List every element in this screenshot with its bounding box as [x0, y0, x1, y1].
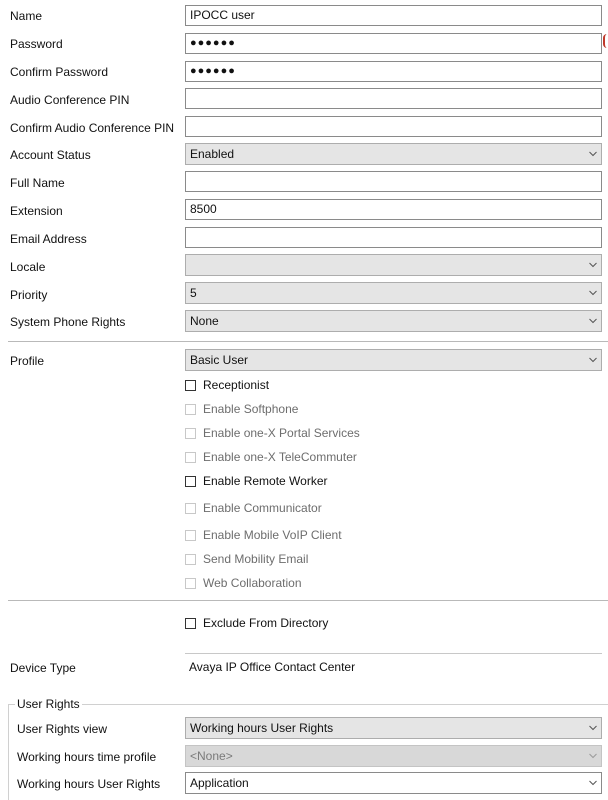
send-mobility-email-checkbox[interactable] — [185, 551, 308, 567]
checkbox-icon — [185, 380, 196, 391]
working-hours-user-rights-value: Application — [190, 776, 249, 790]
enable-softphone-checkbox[interactable] — [185, 401, 298, 417]
receptionist-checkbox[interactable] — [185, 377, 269, 393]
locale-label: Locale — [10, 260, 46, 274]
working-hours-user-rights-label: Working hours User Rights — [17, 777, 161, 791]
name-label: Name — [10, 9, 43, 23]
chevron-down-icon — [589, 779, 597, 787]
profile-value: Basic User — [190, 353, 249, 367]
user-rights-group-border — [8, 704, 608, 705]
enable-remote-worker-checkbox[interactable] — [185, 473, 328, 489]
user-rights-view-label: User Rights view — [17, 722, 108, 736]
checkbox-icon — [185, 428, 196, 439]
checkbox-icon — [185, 404, 196, 415]
validation-marker-icon — [603, 34, 608, 48]
password-label: Password — [10, 37, 63, 51]
device-type-border — [185, 653, 602, 654]
chevron-down-icon — [589, 289, 597, 297]
user-rights-view-value: Working hours User Rights — [190, 721, 334, 735]
working-hours-time-profile-value: <None> — [190, 749, 233, 763]
extension-input[interactable]: 8500 — [185, 199, 602, 220]
system-phone-rights-select[interactable] — [185, 310, 602, 332]
confirm-password-label: Confirm Password — [10, 65, 109, 79]
confirm-audio-pin-label: Confirm Audio Conference PIN — [10, 121, 175, 135]
enable-one-x-telecommuter-label: Enable one-X TeleCommuter — [203, 450, 357, 464]
working-hours-user-rights-select[interactable] — [185, 772, 602, 794]
system-phone-rights-label: System Phone Rights — [10, 315, 126, 329]
account-status-select[interactable] — [185, 143, 602, 165]
enable-softphone-label: Enable Softphone — [203, 402, 299, 416]
checkbox-icon — [185, 530, 196, 541]
user-rights-group-title: User Rights — [17, 697, 80, 711]
enable-one-x-portal-checkbox[interactable] — [185, 425, 360, 441]
full-name-label: Full Name — [10, 176, 65, 190]
name-input[interactable]: IPOCC user — [185, 5, 602, 26]
send-mobility-email-label: Send Mobility Email — [203, 552, 309, 566]
audio-pin-label: Audio Conference PIN — [10, 93, 130, 107]
user-rights-group-border-left — [8, 704, 9, 800]
confirm-password-input[interactable]: ●●●●●● — [185, 61, 602, 82]
extension-label: Extension — [10, 204, 63, 218]
audio-pin-input[interactable] — [185, 88, 602, 109]
enable-remote-worker-label: Enable Remote Worker — [203, 474, 328, 488]
profile-label: Profile — [10, 354, 45, 368]
profile-select[interactable] — [185, 349, 602, 371]
web-collaboration-label: Web Collaboration — [203, 576, 302, 590]
working-hours-time-profile-select[interactable] — [185, 745, 602, 767]
enable-mobile-voip-label: Enable Mobile VoIP Client — [203, 528, 342, 542]
web-collaboration-checkbox[interactable] — [185, 575, 302, 591]
section-divider — [8, 600, 608, 601]
locale-select[interactable] — [185, 254, 602, 276]
chevron-down-icon — [589, 356, 597, 364]
system-phone-rights-value: None — [190, 314, 219, 328]
exclude-from-directory-checkbox[interactable] — [185, 615, 328, 631]
exclude-from-directory-label: Exclude From Directory — [203, 616, 329, 630]
checkbox-icon — [185, 578, 196, 589]
enable-communicator-label: Enable Communicator — [203, 501, 322, 515]
device-type-value: Avaya IP Office Contact Center — [189, 660, 356, 674]
confirm-audio-pin-input[interactable] — [185, 116, 602, 137]
password-input[interactable]: ●●●●●● — [185, 33, 602, 54]
priority-value: 5 — [190, 286, 197, 300]
enable-communicator-checkbox[interactable] — [185, 500, 322, 516]
enable-one-x-telecommuter-checkbox[interactable] — [185, 449, 357, 465]
device-type-label: Device Type — [10, 661, 76, 675]
chevron-down-icon — [589, 150, 597, 158]
chevron-down-icon — [589, 317, 597, 325]
checkbox-icon — [185, 554, 196, 565]
section-divider — [8, 341, 608, 342]
chevron-down-icon — [589, 752, 597, 760]
working-hours-time-profile-label: Working hours time profile — [17, 750, 157, 764]
chevron-down-icon — [589, 261, 597, 269]
account-status-label: Account Status — [10, 148, 91, 162]
chevron-down-icon — [589, 724, 597, 732]
account-status-value: Enabled — [190, 147, 235, 161]
user-rights-view-select[interactable] — [185, 717, 602, 739]
enable-one-x-portal-label: Enable one-X Portal Services — [203, 426, 360, 440]
priority-label: Priority — [10, 288, 48, 302]
priority-select[interactable] — [185, 282, 602, 304]
checkbox-icon — [185, 452, 196, 463]
email-label: Email Address — [10, 232, 87, 246]
receptionist-label: Receptionist — [203, 378, 270, 392]
enable-mobile-voip-checkbox[interactable] — [185, 527, 342, 543]
checkbox-icon — [185, 476, 196, 487]
checkbox-icon — [185, 618, 196, 629]
email-input[interactable] — [185, 227, 602, 248]
checkbox-icon — [185, 503, 196, 514]
full-name-input[interactable] — [185, 171, 602, 192]
